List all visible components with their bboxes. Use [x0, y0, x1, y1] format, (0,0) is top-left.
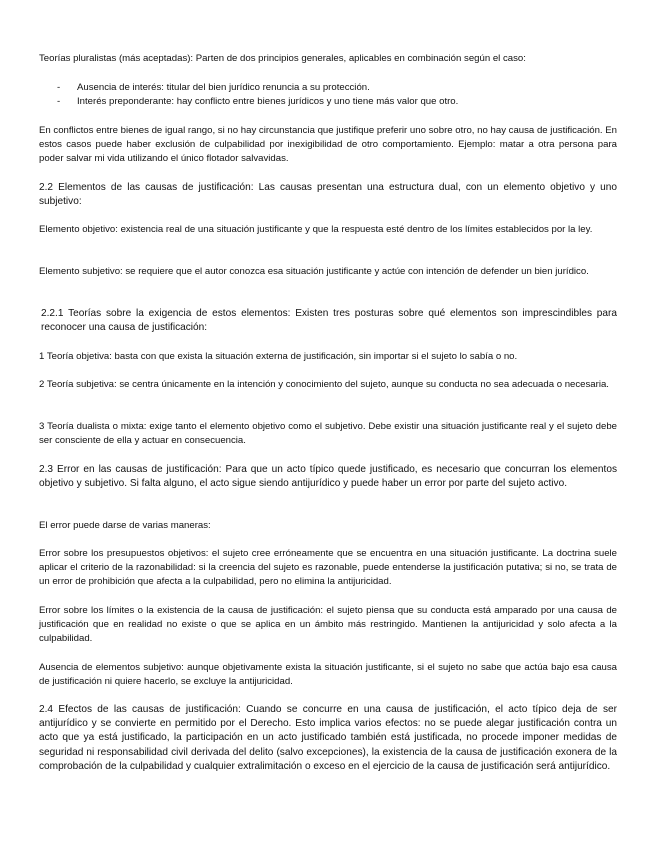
section-2-2-1-heading: 2.2.1 Teorías sobre la exigencia de estos elementos: Existen tres posturas sobre qué elementos son imprescindibles para reconocer una causa de justificación:: [41, 308, 617, 334]
section-2-4-heading: 2.4 Efectos de las causas de justificación: Cuando se concurre en una causa de justificación, el acto típico deja de ser antijurídico y se convierte en permitido por el Derecho. Esto implica varios efectos: no se puede alegar justificación contra un acto que ya está justificado, la participación en un acto justificado también está justificada, no procede imponer medidas de seguridad ni responsabilidad civil derivada del delito (salvo excepciones), la existencia de la causa de justificación exonera de la comprobación de la culpabilidad y cualquier extralimitación o exceso en el ejercicio de la causa de justificación será antijurídico.: [39, 704, 617, 772]
error-ways-paragraph: El error puede darse de varias maneras:: [39, 520, 211, 531]
error-limits-paragraph: Error sobre los límites o la existencia de la causa de justificación: el sujeto piensa que su conducta está amparado por una causa de justificación que en realidad no existe o que se aplica en un ámbito más restringido. Mantienen la antijuricidad y solo afecta a la culpabilidad.: [39, 605, 617, 645]
list-item: [57, 95, 597, 109]
intro-paragraph: Teorías pluralistas (más aceptadas): Parten de dos principios generales, aplicables en combinación según el caso:: [39, 53, 526, 64]
theory-2-paragraph: 2 Teoría subjetiva: se centra únicamente en la intención y conocimiento del sujeto, aunque su conducta no sea adecuada o necesaria.: [39, 379, 609, 390]
bullet-marker: -: [57, 82, 61, 93]
bullet-marker: -: [57, 96, 61, 108]
subjective-element-paragraph: Elemento subjetivo: se requiere que el autor conozca esa situación justificante y actúe con intención de defender un bien jurídico.: [39, 266, 589, 277]
list-item-text: Interés preponderante: hay conflicto entre bienes jurídicos y uno tiene más valor que otro.: [77, 96, 459, 108]
principles-list: [57, 81, 597, 109]
absence-subjective-paragraph: Ausencia de elementos subjetivo: aunque objetivamente exista la situación justificante, si el sujeto no sabe que actúa bajo esa causa de justificación ni quiere hacerlo, se excluye la antijuricidad.: [39, 662, 617, 688]
section-2-2-heading: 2.2 Elementos de las causas de justificación: Las causas presentan una estructura dual, con un elemento objetivo y uno subjetivo:: [39, 182, 617, 208]
theory-1-paragraph: 1 Teoría objetiva: basta con que exista la situación externa de justificación, sin importar si el sujeto lo sabía o no.: [39, 351, 518, 362]
theory-3-paragraph: 3 Teoría dualista o mixta: exige tanto el elemento objetivo como el subjetivo. Debe existir una situación justificante real y el sujeto debe ser consciente de ella y actuar en consecuencia.: [39, 421, 617, 447]
list-item: [57, 81, 597, 95]
error-presuppositions-paragraph: Error sobre los presupuestos objetivos: el sujeto cree erróneamente que se encuentra en una situación justificante. La doctrina suele aplicar el criterio de la razonabilidad: si la creencia del sujeto es razonable, puede entenderse la justificación putativa; si no, se trata de un error de prohibición que afecta a la culpabilidad, pero no elimina la antijuricidad.: [39, 548, 617, 588]
objective-element-paragraph: Elemento objetivo: existencia real de una situación justificante y que la respuesta esté dentro de los límites establecidos por la ley.: [39, 224, 593, 235]
list-item-text: Ausencia de interés: titular del bien jurídico renuncia a su protección.: [77, 82, 370, 93]
conflict-paragraph: En conflictos entre bienes de igual rango, si no hay circunstancia que justifique preferir uno sobre otro, no hay causa de justificación. En estos casos puede haber exclusión de culpabilidad por inexigibilidad de otro comportamiento. Ejemplo: matar a otra persona para poder salvar mi vida utilizando el único flotador salvavidas.: [39, 125, 617, 165]
section-2-3-heading: 2.3 Error en las causas de justificación: Para que un acto típico quede justificado, es necesario que concurran los elementos objetivo y subjetivo. Si falta alguno, el acto sigue siendo antijurídico y puede haber un error por parte del sujeto activo.: [39, 464, 617, 490]
